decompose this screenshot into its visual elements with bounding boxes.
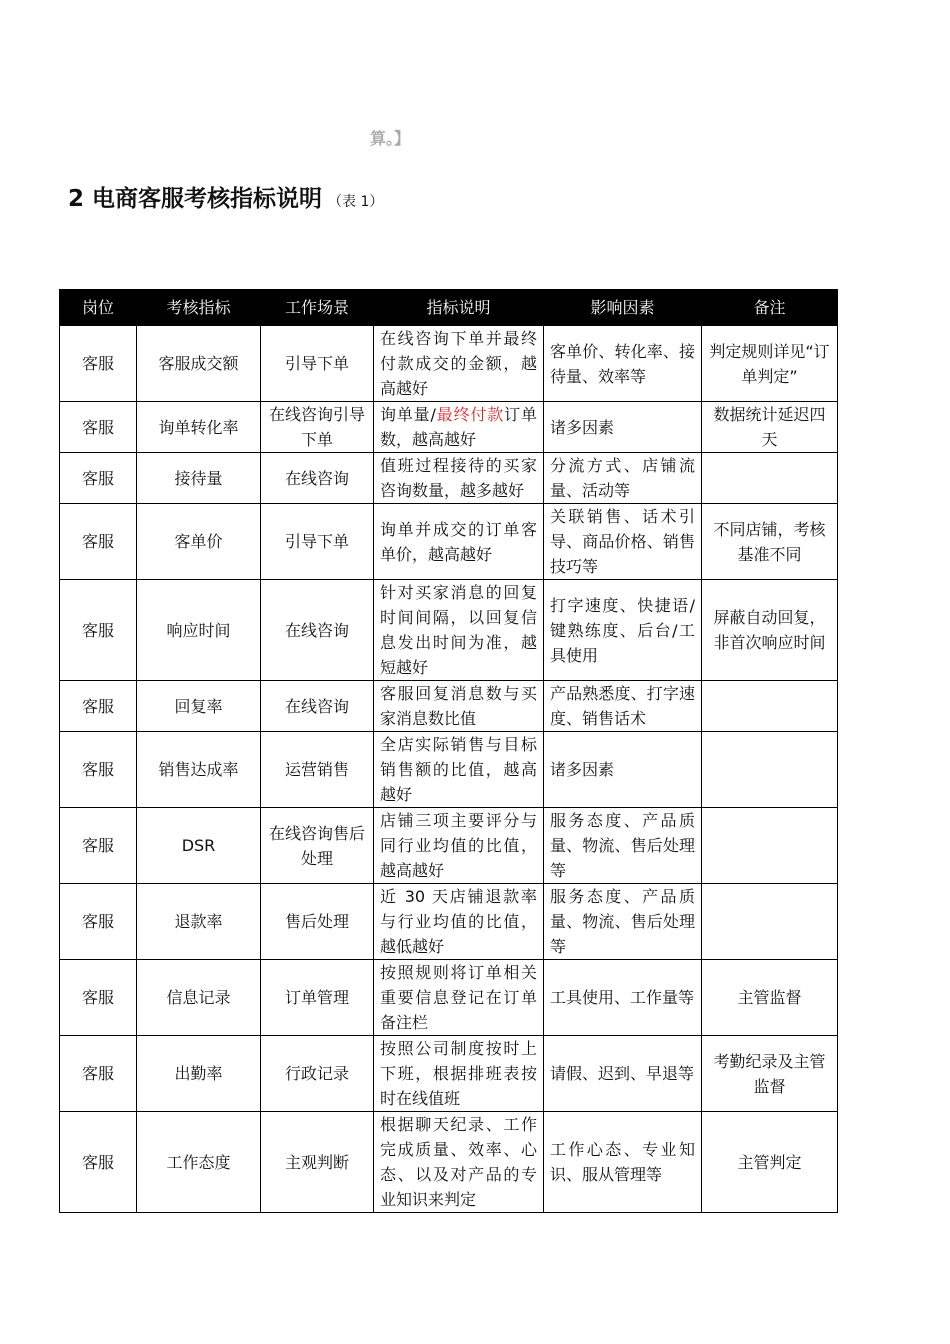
cell-metric: 退款率: [137, 884, 261, 960]
cell-description: 全店实际销售与目标销售额的比值，越高越好: [374, 732, 544, 808]
cell-scene: 在线咨询引导下单: [261, 402, 374, 453]
cell-position: 客服: [60, 681, 137, 732]
cell-factors: 工具使用、工作量等: [544, 960, 702, 1036]
cell-factors: 工作心态、专业知识、服从管理等: [544, 1112, 702, 1213]
cell-scene: 在线咨询: [261, 453, 374, 504]
cell-scene: 在线咨询: [261, 681, 374, 732]
cell-scene: 在线咨询: [261, 580, 374, 681]
header-factors: 影响因素: [544, 290, 702, 326]
cell-scene: 行政记录: [261, 1036, 374, 1112]
cell-scene: 订单管理: [261, 960, 374, 1036]
table-header-row: [60, 290, 838, 326]
cell-note: 主管监督: [702, 960, 838, 1036]
cell-scene: 主观判断: [261, 1112, 374, 1213]
cell-position: 客服: [60, 504, 137, 580]
table-row: [60, 884, 838, 960]
cell-factors: 打字速度、快捷语/键熟练度、后台/工具使用: [544, 580, 702, 681]
cell-scene: 引导下单: [261, 504, 374, 580]
cell-note: [702, 884, 838, 960]
cell-note: [702, 732, 838, 808]
kpi-table: [59, 289, 838, 1213]
cell-description: 按照公司制度按时上下班，根据排班表按时在线值班: [374, 1036, 544, 1112]
cell-description: [374, 402, 544, 453]
cell-scene: 售后处理: [261, 884, 374, 960]
cell-factors: 产品熟悉度、打字速度、销售话术: [544, 681, 702, 732]
cell-position: 客服: [60, 960, 137, 1036]
cell-metric: 接待量: [137, 453, 261, 504]
cell-factors: 诸多因素: [544, 732, 702, 808]
cell-note: [702, 808, 838, 884]
table-row: [60, 504, 838, 580]
cell-note: 不同店铺，考核基准不同: [702, 504, 838, 580]
cell-position: 客服: [60, 402, 137, 453]
cell-metric: 询单转化率: [137, 402, 261, 453]
cell-metric: DSR: [137, 808, 261, 884]
carryover-text: 算。】: [370, 129, 411, 148]
section-title: 2 电商客服考核指标说明: [68, 186, 323, 212]
cell-factors: 请假、迟到、早退等: [544, 1036, 702, 1112]
cell-metric: 客服成交额: [137, 326, 261, 402]
cell-metric: 信息记录: [137, 960, 261, 1036]
section-heading: [68, 180, 383, 213]
cell-metric: 客单价: [137, 504, 261, 580]
highlighted-term: 最终付款: [435, 405, 505, 424]
cell-note: 判定规则详见“订单判定”: [702, 326, 838, 402]
cell-note: 主管判定: [702, 1112, 838, 1213]
cell-scene: 在线咨询售后处理: [261, 808, 374, 884]
cell-metric: 回复率: [137, 681, 261, 732]
cell-position: 客服: [60, 732, 137, 808]
cell-description: 询单并成交的订单客单价，越高越好: [374, 504, 544, 580]
cell-factors: 关联销售、话术引导、商品价格、销售技巧等: [544, 504, 702, 580]
cell-description: 值班过程接待的买家咨询数量，越多越好: [374, 453, 544, 504]
cell-position: 客服: [60, 1112, 137, 1213]
cell-description: 客服回复消息数与买家消息数比值: [374, 681, 544, 732]
table-row: [60, 402, 838, 453]
cell-note: [702, 681, 838, 732]
cell-description: 在线咨询下单并最终付款成交的金额，越高越好: [374, 326, 544, 402]
header-description: 指标说明: [374, 290, 544, 326]
cell-description: 店铺三项主要评分与同行业均值的比值，越高越好: [374, 808, 544, 884]
cell-factors: 服务态度、产品质量、物流、售后处理等: [544, 884, 702, 960]
header-position: 岗位: [60, 290, 137, 326]
cell-factors: 客单价、转化率、接待量、效率等: [544, 326, 702, 402]
cell-note: 考勤纪录及主管监督: [702, 1036, 838, 1112]
cell-position: 客服: [60, 326, 137, 402]
cell-position: 客服: [60, 453, 137, 504]
cell-metric: 出勤率: [137, 1036, 261, 1112]
table-row: [60, 580, 838, 681]
cell-position: 客服: [60, 884, 137, 960]
cell-metric: 响应时间: [137, 580, 261, 681]
table-row: [60, 681, 838, 732]
cell-description: 根据聊天纪录、工作完成质量、效率、心态、以及对产品的专业知识来判定: [374, 1112, 544, 1213]
cell-description: 按照规则将订单相关重要信息登记在订单备注栏: [374, 960, 544, 1036]
header-scene: 工作场景: [261, 290, 374, 326]
table-row: [60, 808, 838, 884]
cell-factors: 诸多因素: [544, 402, 702, 453]
table-row: [60, 960, 838, 1036]
cell-note: [702, 453, 838, 504]
cell-note: 数据统计延迟四天: [702, 402, 838, 453]
table-row: [60, 1036, 838, 1112]
cell-factors: 服务态度、产品质量、物流、售后处理等: [544, 808, 702, 884]
cell-description: 针对买家消息的回复时间间隔，以回复信息发出时间为准，越短越好: [374, 580, 544, 681]
cell-description: 近 30 天店铺退款率与行业均值的比值，越低越好: [374, 884, 544, 960]
header-metric: 考核指标: [137, 290, 261, 326]
description-part: 订单数，越高越好: [380, 405, 537, 449]
cell-note: 屏蔽自动回复，非首次响应时间: [702, 580, 838, 681]
description-part: 询单量/: [380, 405, 436, 424]
table-row: [60, 732, 838, 808]
cell-position: 客服: [60, 1036, 137, 1112]
header-note: 备注: [702, 290, 838, 326]
cell-metric: 销售达成率: [137, 732, 261, 808]
cell-position: 客服: [60, 808, 137, 884]
cell-scene: 引导下单: [261, 326, 374, 402]
table-reference: （表 1）: [328, 194, 384, 210]
cell-position: 客服: [60, 580, 137, 681]
table-row: [60, 453, 838, 504]
table-row: [60, 1112, 838, 1213]
cell-factors: 分流方式、店铺流量、活动等: [544, 453, 702, 504]
cell-scene: 运营销售: [261, 732, 374, 808]
cell-metric: 工作态度: [137, 1112, 261, 1213]
table-row: [60, 326, 838, 402]
